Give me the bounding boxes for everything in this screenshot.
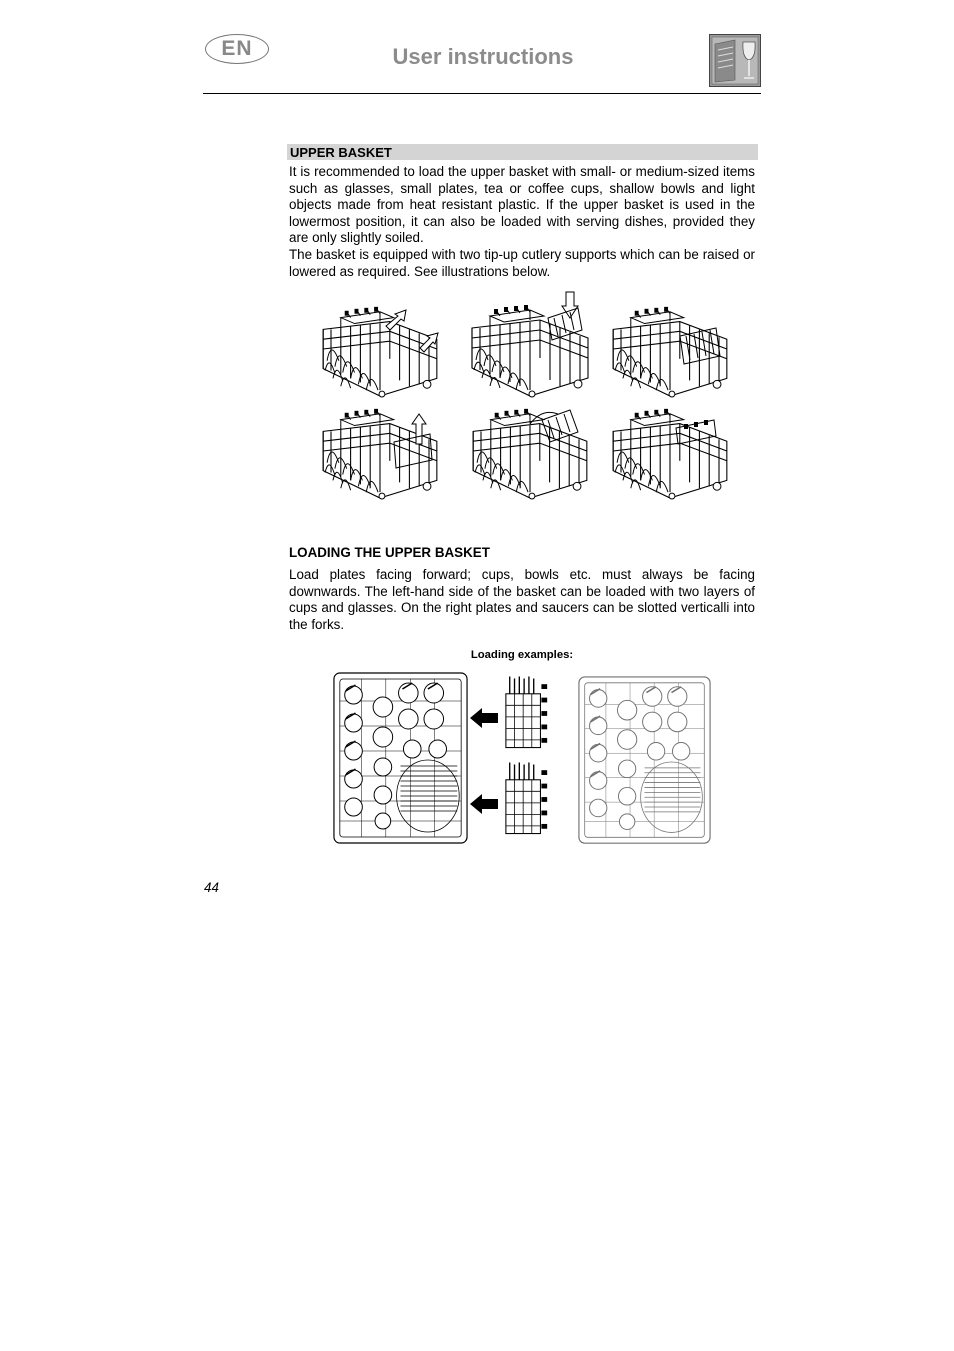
cutlery-rack-upper (503, 674, 551, 752)
basket-illustration-2 (470, 290, 590, 398)
paragraph-loading: Load plates facing forward; cups, bowls etc. must always be facing downwards. The left-hand side of the basket can be loaded with two layers of cups and glasses. On the right plates and saucers can be slotted verticalli into the forks. (289, 567, 755, 632)
paragraph-upper-basket-1: It is recommended to load the upper basket with small- or medium-sized items such as glasses, small plates, tea or coffee cups, shallow bowls and light objects made from heat resistant plastic. If the upper basket is used in the lowermost position, it can also be loaded with serving dishes, provided they are only slightly soiled. (289, 164, 755, 246)
basket-illustration-3 (610, 300, 730, 398)
basket-illustration-6 (610, 402, 730, 500)
page-number: 44 (204, 880, 219, 895)
loaded-rack-illustration-alt (577, 675, 712, 851)
section-title-loading: LOADING THE UPPER BASKET (289, 545, 490, 560)
section-title-upper-basket: UPPER BASKET (290, 145, 392, 160)
basket-illustration-1 (320, 300, 440, 398)
basket-illustration-5 (470, 402, 590, 500)
loading-examples-caption: Loading examples: (470, 649, 574, 661)
dishwasher-glass-icon (709, 34, 761, 87)
cutlery-rack-lower (503, 760, 551, 838)
arrow-left-icon (470, 794, 498, 814)
language-badge: EN (205, 34, 269, 64)
loaded-rack-illustration (332, 671, 469, 851)
page-title: User instructions (392, 44, 574, 69)
basket-illustration-4 (320, 402, 440, 500)
header-divider (203, 93, 761, 94)
paragraph-upper-basket-2: The basket is equipped with two tip-up cutlery supports which can be raised or lowered as required. See illustrations below. (289, 247, 755, 279)
arrow-left-icon (470, 708, 498, 728)
